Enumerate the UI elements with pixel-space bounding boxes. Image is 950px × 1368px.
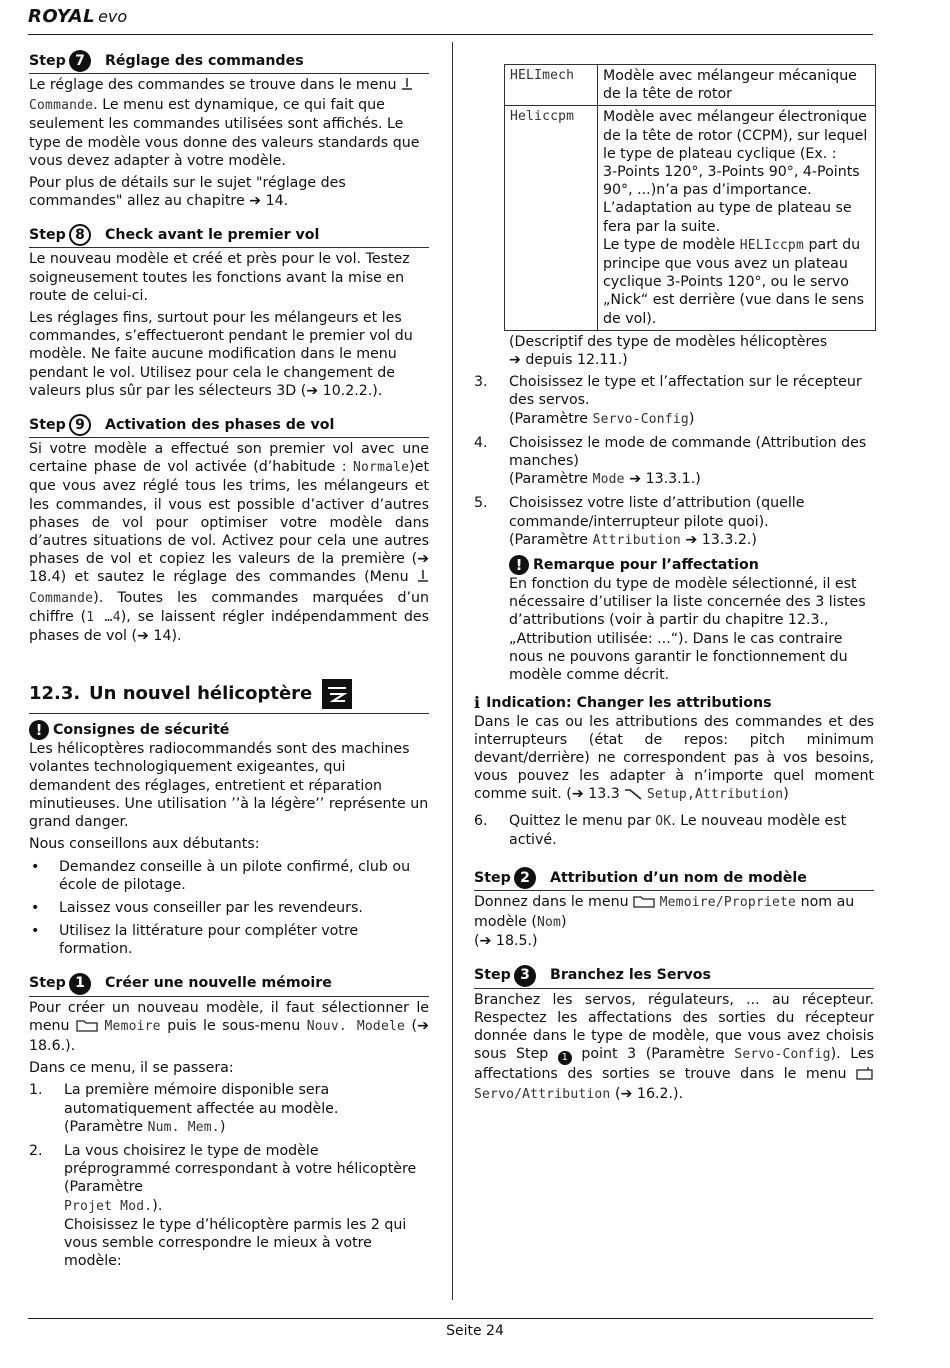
- remark-heading: [509, 555, 874, 575]
- list-item: • Utilisez la littérature pour compléter votre formation.: [29, 922, 429, 958]
- menu-name: Memoire: [104, 1018, 161, 1034]
- step-title: Réglage des commandes: [105, 52, 304, 69]
- paragraph: Pour créer un nouveau modèle, il faut sélectionner le menu Memoire puis le sous-menu Nouv. Modele (➔ 18.6.).: [29, 999, 429, 1054]
- left-column: [29, 50, 429, 1275]
- step-number-badge: 8: [69, 224, 91, 246]
- paragraph: Nous conseillons aux débutants:: [29, 836, 260, 853]
- flight-phase-name: Normale: [353, 460, 410, 476]
- paragraph: En fonction du type de modèle sélectionné, il est nécessaire d’utiliser la liste concernée des 3 listes d’attributions (voir à partir du chapitre 12.3., „Attribution utilisée: ...“). Dans le cas contraire nous ne pouvons garantir le fonctionnement du modèle comme décrit.: [509, 576, 866, 684]
- step-title: Activation des phases de vol: [105, 416, 335, 433]
- right-column: [474, 64, 874, 1109]
- model-type-key: Heliccpm: [505, 106, 598, 330]
- table-note-ref: ➔ depuis 12.11.): [509, 352, 628, 369]
- step-label: Step: [474, 967, 511, 984]
- table-row: [505, 106, 876, 330]
- step-label: Step: [29, 227, 66, 244]
- column-divider: [452, 42, 453, 1300]
- footer-rule: [28, 1318, 873, 1319]
- model-type-key: HELImech: [505, 65, 598, 106]
- step-label: Step: [29, 52, 66, 69]
- parameter-name: Mode: [592, 472, 625, 488]
- page-number: Seite 24: [446, 1323, 504, 1339]
- parameter-name: Servo-Config: [592, 411, 689, 427]
- section-title: Un nouvel hélicoptère: [89, 683, 313, 705]
- paragraph: Donnez dans le menu Memoire/Propriete nom au modèle (Nom) (➔ 18.5.): [474, 893, 855, 950]
- menu-name: Servo/Attribution: [474, 1087, 611, 1103]
- step-number-badge: 2: [514, 867, 536, 889]
- list-item: 3. Choisissez le type et l’affectation sur le récepteur des servos. (Paramètre Servo-Config): [474, 374, 862, 427]
- step-label: Step: [29, 416, 66, 433]
- paragraph: Si votre modèle a effectué son premier vol avec une certaine phase de vol activée (d’habitude : Normale)et que vous avez réglé tous les trims, les mélangeurs et les commandes, il vous est possible d’activer d’autres phases de vol pour optimiser votre modèle dans d’autres situations de vol. Activez pour cela une autres phases de vol et copiez les valeurs de la première (➔ 18.4) et sautez le réglage des commandes (Menu Commande). Toutes les commandes marquées d’un chiffre (1 …4), se laissent régler indépendamment des phases de vol (➔ 14).: [29, 441, 430, 645]
- steps-list: [29, 1081, 429, 1270]
- folder-icon: [76, 1019, 98, 1037]
- list-item: • Laissez vous conseiller par les revendeurs.: [29, 899, 429, 917]
- step-title: Attribution d’un nom de modèle: [550, 869, 807, 886]
- step-9-heading: [29, 414, 429, 438]
- model-type-table: [504, 64, 876, 331]
- step-title: Créer une nouvelle mémoire: [105, 975, 332, 992]
- step-number-badge: 1: [69, 973, 91, 995]
- sticks-icon: [401, 77, 413, 96]
- info-icon: ℹ: [474, 693, 481, 713]
- parameter-name: Servo-Config: [734, 1047, 831, 1063]
- menu-name: Commande: [29, 98, 94, 114]
- brand-suffix: evo: [98, 7, 128, 26]
- step-1-heading: [29, 973, 429, 997]
- safety-title: Consignes de sécurité: [53, 722, 230, 739]
- parameter-name: Attribution: [592, 532, 681, 548]
- submenu-name: Nouv. Modele: [306, 1018, 406, 1034]
- list-item: 2. La vous choisirez le type de modèle préprogrammé correspondant à votre hélicoptère (Paramètre Projet Mod.). Choisissez le type d’hélicoptère parmis les 2 qui vous semble correspondre le mieux à votre modèle:: [29, 1142, 417, 1270]
- remark-title: Remarque pour l’affectation: [533, 556, 759, 573]
- paragraph: Le réglage des commandes se trouve dans le menu Commande. Le menu est dynamique, ce qui fait que seulement les commandes utilisées sont affichés. Le type de modèle vous donne des valeurs standards que vous devez adapter à votre modèle.: [29, 77, 420, 169]
- step-number-badge: 3: [514, 965, 536, 987]
- table-row: [505, 65, 876, 106]
- paragraph: Les réglages fins, surtout pour les mélangeurs et les commandes, s’effectueront pendant le premier vol du modèle. Ne faite aucune modification dans le menu pendant le vol. Utilisez pour cela le changement de valeurs plus sûr par les sélecteurs 3D (➔ 10.2.2.).: [29, 310, 413, 399]
- step-label: Step: [29, 975, 66, 992]
- control-range: 1 …4: [86, 609, 121, 625]
- list-item: • Demandez conseille à un pilote confirmé, club ou école de pilotage.: [29, 858, 429, 894]
- parameter-name: Nom: [536, 915, 562, 931]
- list-item: 5. Choisissez votre liste d’attribution (quelle commande/interrupteur pilote quoi). (Paramètre Attribution ➔ 13.3.2.): [474, 495, 805, 548]
- step-label: Step: [474, 869, 511, 886]
- paragraph: Dans ce menu, il se passera:: [29, 1060, 234, 1077]
- step-3-heading: [474, 965, 874, 989]
- step-7-heading: [29, 50, 429, 74]
- indication-heading: [474, 694, 874, 712]
- parameter-name: Num. Mem.: [147, 1119, 220, 1135]
- sticks-icon: [417, 569, 429, 588]
- advice-list: [29, 858, 429, 959]
- step-title: Check avant le premier vol: [105, 227, 320, 244]
- step-2-heading: [474, 867, 874, 891]
- step-8-heading: [29, 224, 429, 248]
- folder-icon: [633, 895, 655, 913]
- step-title: Branchez les Servos: [550, 967, 711, 984]
- helicopter-icon: [322, 679, 352, 709]
- steps-list: [474, 812, 874, 849]
- model-type-desc: Modèle avec mélangeur électronique de la tête de rotor (CCPM), sur lequel le type de plateau cyclique (Ex. : 3-Points 120°, 3-Points 90°, 4-Points 90°, ...)n’a pas d’importance. L’adaptation au type de plateau se fera par la suite. Le type de modèle HELIccpm part du principe que vous avez un plateau cyclique 3-Points 120°, ou le servo „Nick“ est derrière (vue dans le sens de vol).: [598, 106, 876, 330]
- page-header: [28, 8, 873, 35]
- paragraph: Pour plus de détails sur le sujet "réglage des commandes" allez au chapitre ➔ 14.: [29, 175, 346, 210]
- paragraph: Le nouveau modèle et créé et près pour le vol. Testez soigneusement toutes les fonctions avant la mise en route de celui-ci.: [29, 251, 410, 304]
- brand-name: ROYAL: [28, 6, 96, 27]
- paragraph: Branchez les servos, régulateurs, ... au récepteur. Respectez les affectations des sorties du récepteur donnée dans le type de modèle, que vous avez choisis sous Step 1 point 3 (Paramètre Servo-Config). Les affectations des sorties se trouve dans le menu Servo/Attribution (➔ 16.2.).: [474, 991, 874, 1103]
- safety-heading: [29, 720, 429, 740]
- list-item: 4. Choisissez le mode de commande (Attribution des manches) (Paramètre Mode ➔ 13.3.1.): [474, 434, 867, 488]
- section-number: 12.3.: [29, 683, 81, 705]
- paragraph: Dans le cas ou les attributions des commandes et des interrupteurs (état de repos: pitch minimum devant/derrière) ne correspondent pas à vos besoins, vous pouvez les adapter à n’importe quel moment comme suit. (➔ 13.3 Setup,Attribution): [474, 713, 874, 806]
- servo-icon: [856, 1066, 874, 1085]
- section-heading: [29, 679, 429, 714]
- model-type-desc: Modèle avec mélangeur mécanique de la tête de rotor: [598, 65, 876, 106]
- indication-title: Indication: Changer les attributions: [486, 695, 772, 712]
- step-number-badge: 1: [558, 1051, 572, 1065]
- warning-icon: !: [509, 555, 529, 575]
- menu-name: Memoire/Propriete: [659, 894, 797, 910]
- step-number-badge: 7: [69, 50, 91, 72]
- list-item: 1. La première mémoire disponible sera automatiquement affectée au modèle. (Paramètre Num. Mem.): [29, 1082, 339, 1135]
- wrench-icon: [624, 787, 642, 805]
- step-number-badge: 9: [69, 414, 91, 436]
- steps-list: [474, 373, 874, 550]
- paragraph: Les hélicoptères radiocommandés sont des machines volantes technologiquement exigeantes, qui demandent des réglages, entretient et réparation minutieuses. Une utilisation ’’à la légère’’ représente un grand danger.: [29, 741, 429, 831]
- menu-name: Setup,Attribution: [646, 787, 784, 803]
- warning-icon: !: [29, 720, 49, 740]
- list-item: 6. Quittez le menu par OK. Le nouveau modèle est activé.: [474, 812, 847, 848]
- table-note: (Descriptif des type de modèles hélicoptères: [509, 333, 828, 350]
- menu-name: Commande: [29, 590, 94, 606]
- parameter-name: Projet Mod.: [64, 1198, 153, 1214]
- ok-key: OK: [655, 813, 672, 829]
